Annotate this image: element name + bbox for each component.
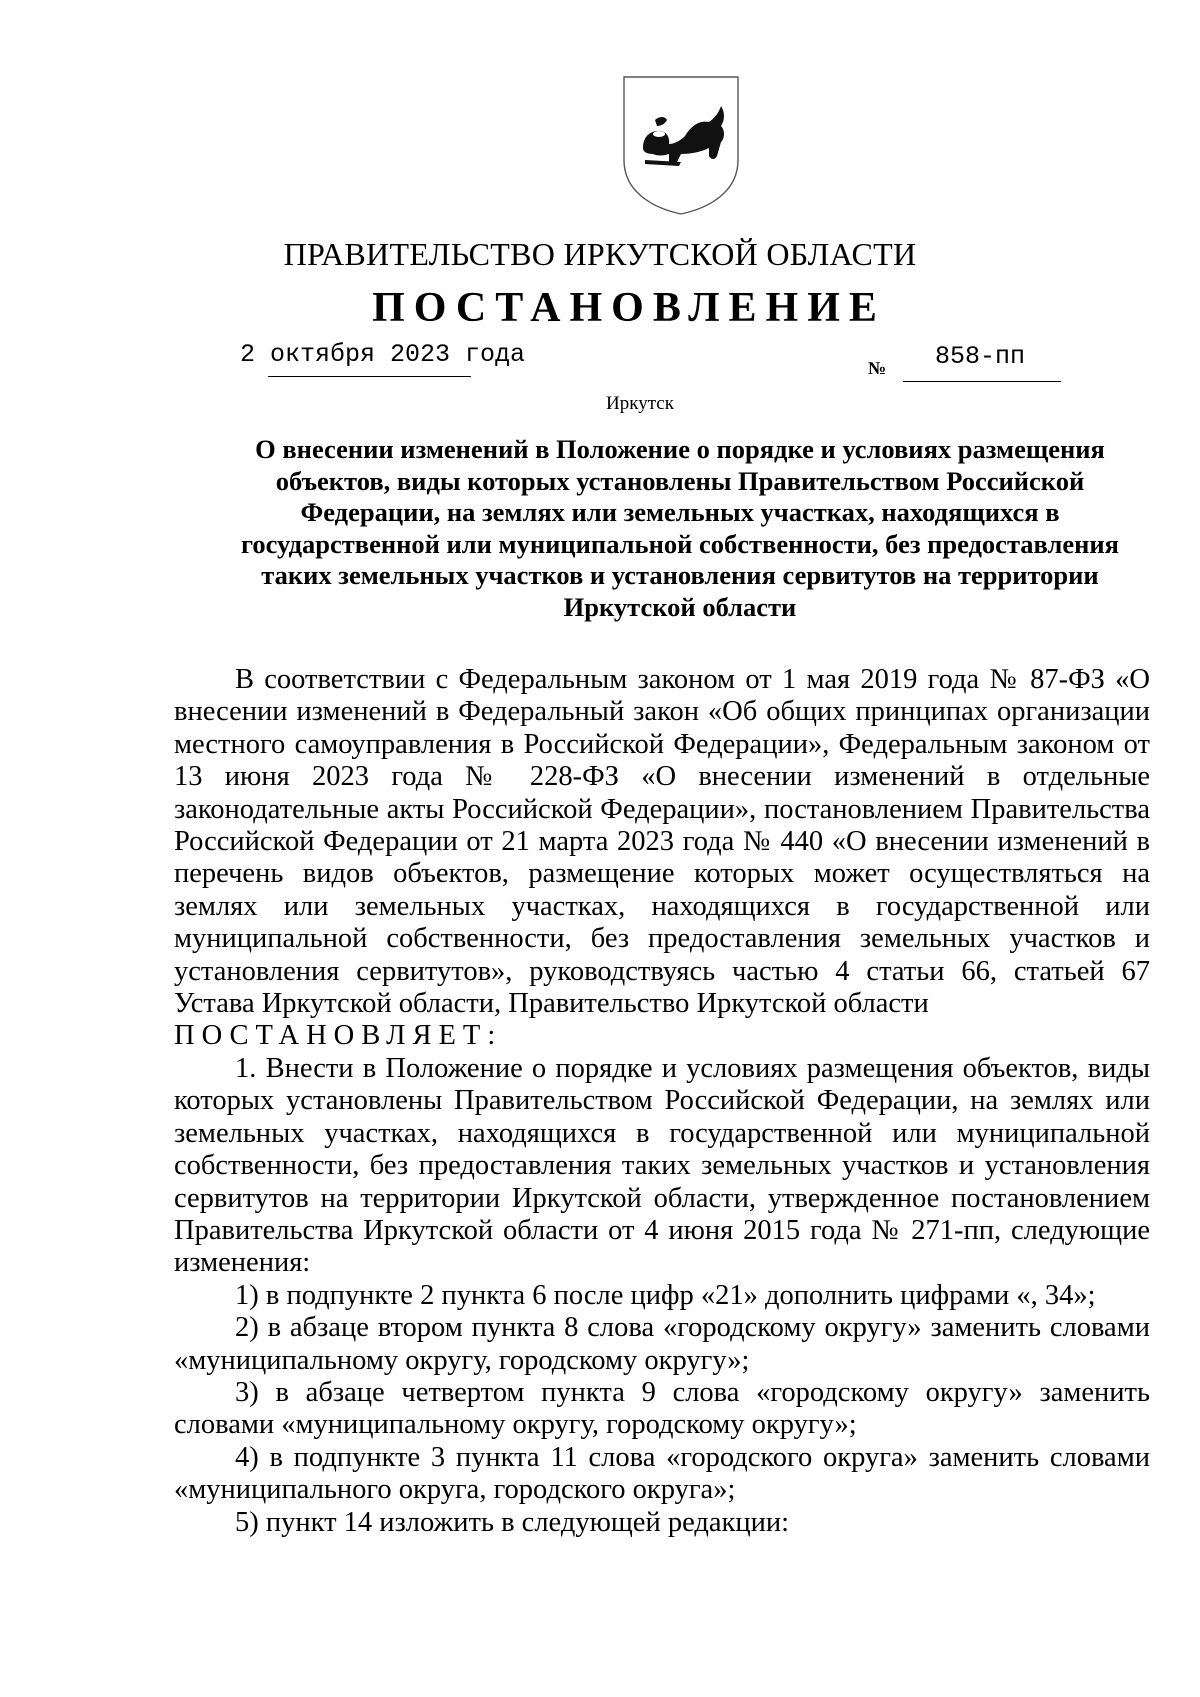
list-item: 3) в абзаце четвертом пункта 9 слова «городскому округу» заменить словами «муниципальному округу, городскому округу»; [174,1376,1150,1441]
preamble-paragraph: В соответствии с Федеральным законом от 1 мая 2019 года № 87-ФЗ «О внесении изменений в Федеральный закон «Об общих принципах организации местного самоуправления в Российской Федерации», Федеральным законом от 13 июня 2023 года № 228-ФЗ «О внесении изменений в отдельные законодательные акты Российской Федерации», постановлением Правительства Российской Федерации от 21 марта 2023 года № 440 «О внесении изменений в перечень видов объектов, размещение которых может осуществляться на землях или земельных участках, находящихся в государственной или муниципальной собственности, без предоставления земельных участков и установления сервитутов», руководствуясь частью 4 статьи 66, статьей 67 Устава Иркутской области, Правительство Иркутской области [174,664,1150,1020]
list-item: 4) в подпункте 3 пункта 11 слова «городского округа» заменить словами «муниципального округа, городского округа»; [174,1441,1150,1506]
number-underline [903,381,1061,382]
document-title: О внесении изменений в Положение о порядке и условиях размещения объектов, виды которых установлены Правительством Российской Федерации, на землях или земельных участках, находящихся в государственной или муниципальной собственности, без предоставления таких земельных участков и установления сервитутов на территории Иркутской области [240,434,1120,622]
irkutsk-coat-of-arms-icon [621,74,741,216]
list-item: 2) в абзаце втором пункта 8 слова «городскому округу» заменить словами «муниципальному округу, городскому округу»; [174,1312,1150,1376]
number-sign: № [868,358,887,378]
clause-1-paragraph: 1. Внести в Положение о порядке и условиях размещения объектов, виды которых установлены Правительством Российской Федерации, на землях или земельных участках, находящихся в государственной или муниципальной собственности, без предоставления таких земельных участков и установления сервитутов на территории Иркутской области, утвержденное постановлением Правительства Иркутской области от 4 июня 2015 года № 271-пп, следующие изменения: [174,1052,1150,1279]
document-type: ПОСТАНОВЛЕНИЕ [372,285,886,331]
document-date: 2 октября 2023 года [240,340,526,369]
city-name: Иркутск [606,393,674,414]
government-name: ПРАВИТЕЛЬСТВО ИРКУТСКОЙ ОБЛАСТИ [283,236,917,272]
document-body [174,664,1150,1539]
list-item: 1) в подпункте 2 пункта 6 после цифр «21» дополнить цифрами «, 34»; [235,1279,1096,1311]
document-number: 858-пп [935,342,1026,371]
decrees-heading: ПОСТАНОВЛЯЕТ: [174,1020,503,1052]
list-item: 5) пункт 14 изложить в следующей редакции: [235,1506,790,1538]
date-underline [268,376,471,377]
